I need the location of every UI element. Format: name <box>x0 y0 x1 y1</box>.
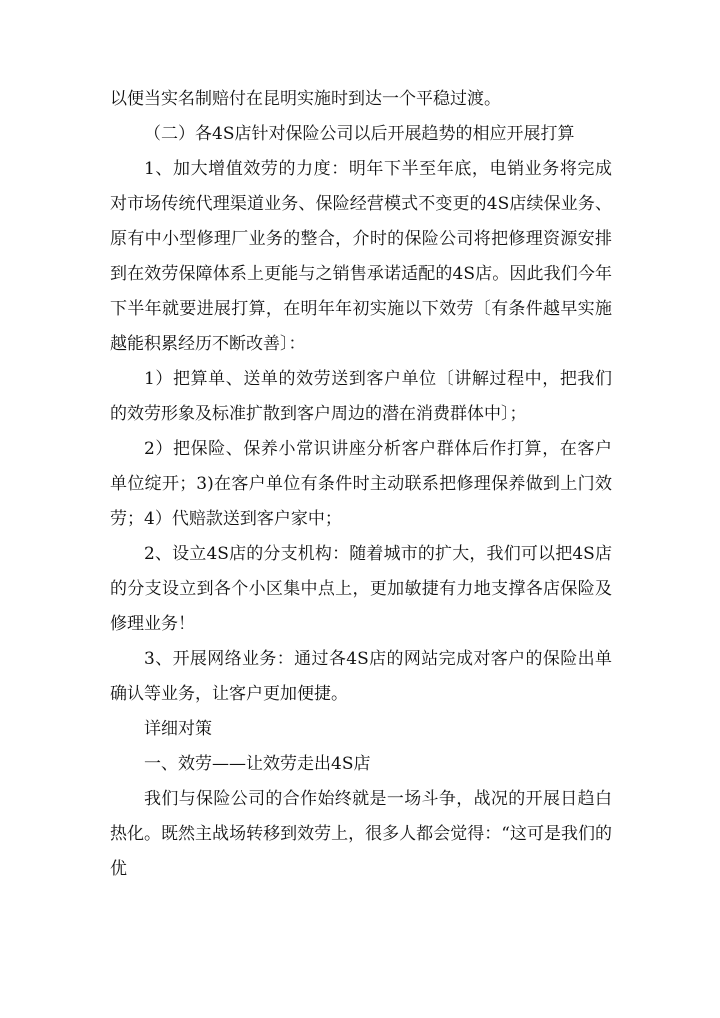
paragraph-branch-offices: 2、设立4S店的分支机构：随着城市的扩大，我们可以把4S店的分支设立到各个小区集中点上，更加敏捷有力地支撑各店保险及修理业务！ <box>110 544 612 634</box>
paragraph-competition: 我们与保险公司的合作始终就是一场斗争，战况的开展日趋白热化。既然主战场转移到效劳上，很多人都会觉得：“这可是我们的优 <box>110 789 612 879</box>
paragraph-continuation: 以便当实名制赔付在昆明实施时到达一个平稳过渡。 <box>110 89 501 109</box>
paragraph-network-business: 3、开展网络业务：通过各4S店的网站完成对客户的保险出单确认等业务，让客户更加便捷。 <box>110 649 612 704</box>
section-heading-4s-plans: （二）各4S店针对保险公司以后开展趋势的相应开展打算 <box>144 124 575 144</box>
paragraph-value-added-service: 1、加大增值效劳的力度：明年下半至年底，电销业务将完成对市场传统代理渠道业务、保险经营模式不变更的4S店续保业务、原有中小型修理厂业务的整合，介时的保险公司将把修理资源安排到在效劳保障体系上更能与之销售承诺适配的4S店。因此我们今年下半年就要进展打算，在明年年初实施以下效劳〔有条件越早实施越能积累经历不断改善〕： <box>110 159 612 354</box>
section-heading-strategies: 详细对策 <box>144 719 212 739</box>
list-item-1: 1）把算单、送单的效劳送到客户单位〔讲解过程中，把我们的效劳形象及标准扩散到客户周边的潜在消费群体中〕； <box>110 369 612 424</box>
list-item-2: 2）把保险、保养小常识讲座分析客户群体后作打算，在客户单位绽开；3)在客户单位有条件时主动联系把修理保养做到上门效劳；4）代赔款送到客户家中； <box>110 439 612 529</box>
document-page <box>110 82 612 887</box>
section-heading-service: 一、效劳——让效劳走出4S店 <box>144 754 371 774</box>
